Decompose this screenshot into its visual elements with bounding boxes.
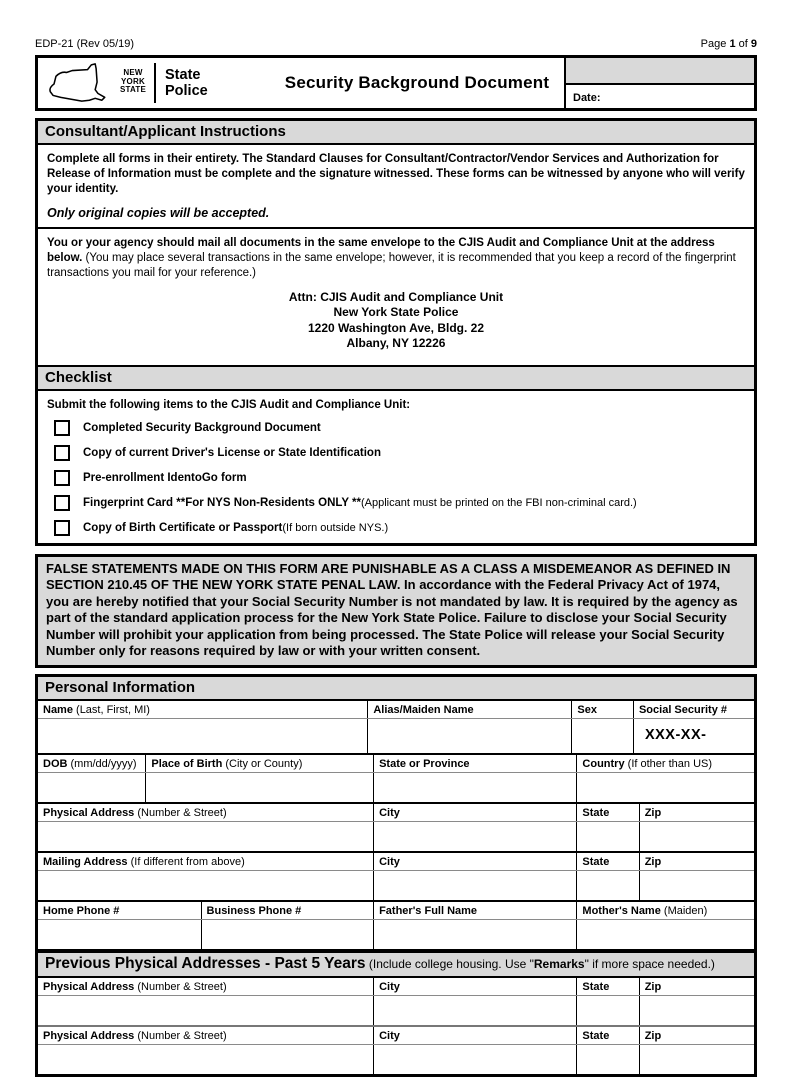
checklist-item-3: Pre-enrollment IdentoGo form — [47, 470, 745, 486]
father-name-input[interactable] — [373, 920, 576, 949]
prev-city-2-input[interactable] — [373, 1045, 576, 1074]
mailing-city-label: City — [373, 853, 576, 870]
instructions-section-title: Consultant/Applicant Instructions — [38, 121, 754, 145]
mailing-instructions — [38, 229, 754, 365]
sex-label: Sex — [571, 701, 633, 718]
mother-name-input[interactable] — [576, 920, 754, 949]
business-phone-label: Business Phone # — [201, 902, 374, 919]
checkbox-4[interactable] — [54, 495, 70, 511]
personal-information-section — [35, 674, 757, 1077]
prev-zip-1-input[interactable] — [639, 996, 754, 1025]
prev-zip-2-label: Zip — [639, 1027, 754, 1044]
prev-address-1-label: Physical Address (Number & Street) — [43, 981, 227, 994]
dob-label: DOB (mm/dd/yyyy) — [43, 758, 137, 771]
checkbox-2[interactable] — [54, 445, 70, 461]
name-input[interactable] — [38, 719, 367, 753]
previous-address-1-group — [38, 978, 754, 1027]
instructions-body — [38, 145, 754, 229]
mailing-state-label: State — [576, 853, 638, 870]
prev-address-2-input[interactable] — [38, 1045, 373, 1074]
phone-parents-row-group — [38, 902, 754, 951]
prev-state-1-label: State — [576, 978, 638, 995]
business-phone-input[interactable] — [201, 920, 374, 949]
document-header — [35, 55, 757, 111]
mother-name-label: Mother's Name (Maiden) — [576, 902, 754, 919]
checklist-item-4: Fingerprint Card **For NYS Non-Residents ONLY ** (Applicant must be printed on the FBI non-criminal card.) — [47, 495, 745, 511]
sex-input[interactable] — [571, 719, 633, 753]
ny-state-wordmark: NEW YORK STATE — [119, 68, 146, 95]
mailing-address-block: Attn: CJIS Audit and Compliance Unit New York State Police 1220 Washington Ave, Bldg. 22 Albany, NY 12226 — [288, 289, 504, 351]
prev-address-2-label: Physical Address (Number & Street) — [43, 1030, 227, 1043]
checklist-item-1: Completed Security Background Document — [47, 420, 745, 436]
false-statements-warning: FALSE STATEMENTS MADE ON THIS FORM ARE PUNISHABLE AS A CLASS A MISDEMEANOR AS DEFINED IN SECTION 210.45 OF THE NEW YORK STATE PENAL LAW. In accordance with the Federal Privacy Act of 1974, you are hereby notified that your Social Security Number is not mandated by law. It is required by the agency as part of the standard application process for the New York State Police. Failure to disclose your Social Security Number will prohibit your application from being processed. The State Police will release your Social Security Number only for reasons required by law or with your written consent. — [35, 554, 757, 668]
prev-state-2-label: State — [576, 1027, 638, 1044]
prev-city-2-label: City — [373, 1027, 576, 1044]
state-province-label: State or Province — [373, 755, 576, 772]
home-phone-input[interactable] — [38, 920, 201, 949]
logo-divider — [154, 63, 156, 103]
ny-state-outline-icon — [44, 60, 148, 106]
alias-input[interactable] — [367, 719, 571, 753]
birthplace-input[interactable] — [145, 773, 373, 802]
prev-state-2-input[interactable] — [576, 1045, 638, 1074]
alias-label: Alias/Maiden Name — [367, 701, 571, 718]
physical-zip-label: Zip — [639, 804, 754, 821]
ssn-input[interactable]: XXX-XX- — [633, 719, 754, 753]
mailing-city-input[interactable] — [373, 871, 576, 900]
mailing-state-input[interactable] — [576, 871, 638, 900]
physical-address-label: Physical Address (Number & Street) — [43, 807, 227, 820]
physical-state-input[interactable] — [576, 822, 638, 851]
personal-information-title: Personal Information — [38, 677, 754, 701]
date-box — [564, 58, 754, 108]
checkbox-5[interactable] — [54, 520, 70, 536]
physical-city-input[interactable] — [373, 822, 576, 851]
physical-address-row-group — [38, 804, 754, 853]
instructions-section — [35, 118, 757, 546]
mailing-address-input[interactable] — [38, 871, 373, 900]
home-phone-label: Home Phone # — [43, 905, 120, 918]
previous-addresses-title: Previous Physical Addresses - Past 5 Years — [45, 955, 366, 973]
prev-city-1-input[interactable] — [373, 996, 576, 1025]
form-number: EDP-21 (Rev 05/19) — [35, 38, 135, 50]
checklist-body — [38, 391, 754, 543]
mailing-zip-label: Zip — [639, 853, 754, 870]
dob-row-group — [38, 755, 754, 804]
nysp-logo — [38, 58, 270, 108]
page-meta-row — [35, 38, 757, 50]
checkbox-1[interactable] — [54, 420, 70, 436]
country-input[interactable] — [576, 773, 754, 802]
checkbox-3[interactable] — [54, 470, 70, 486]
date-label: Date: — [573, 92, 601, 104]
checklist-item-5: Copy of Birth Certificate or Passport (If born outside NYS.) — [47, 520, 745, 536]
prev-zip-2-input[interactable] — [639, 1045, 754, 1074]
previous-addresses-title-bar — [38, 951, 754, 978]
country-label: Country (If other than US) — [576, 755, 754, 772]
prev-state-1-input[interactable] — [576, 996, 638, 1025]
physical-state-label: State — [576, 804, 638, 821]
ssn-label: Social Security # — [633, 701, 754, 718]
original-copies-note: Only original copies will be accepted. — [47, 205, 270, 220]
mailing-zip-input[interactable] — [639, 871, 754, 900]
mailing-address-row-group — [38, 853, 754, 902]
date-shaded-cell — [566, 58, 754, 85]
instructions-paragraph: Complete all forms in their entirety. The Standard Clauses for Consultant/Contractor/Vendor Services and Authorization for Release of Information must be complete and the signature witnessed. These forms can be witnessed by anyone who will verify your identity. — [47, 153, 745, 195]
name-row-group — [38, 701, 754, 755]
previous-addresses-hint: (Include college housing. Use "Remarks" if more space needed.) — [365, 957, 715, 972]
checklist-item-2: Copy of current Driver's License or State Identification — [47, 445, 745, 461]
mailing-paragraph: You or your agency should mail all documents in the same envelope to the CJIS Audit and Compliance Unit at the address below. (You may place several transactions in the same envelope; however, it is recommended that you keep a record of the fingerprint transactions you mail for your reference.) — [47, 236, 736, 279]
prev-city-1-label: City — [373, 978, 576, 995]
checklist-intro: Submit the following items to the CJIS Audit and Compliance Unit: — [47, 399, 411, 411]
physical-city-label: City — [373, 804, 576, 821]
state-province-input[interactable] — [373, 773, 576, 802]
state-police-wordmark: State Police — [165, 66, 208, 99]
father-name-label: Father's Full Name — [373, 902, 576, 919]
mailing-address-label: Mailing Address (If different from above) — [43, 856, 245, 869]
previous-address-2-group — [38, 1027, 754, 1074]
page-indicator: Page 1 of 9 — [700, 38, 757, 50]
physical-zip-input[interactable] — [639, 822, 754, 851]
checklist-section-title: Checklist — [38, 365, 754, 391]
name-label: Name (Last, First, MI) — [43, 704, 150, 717]
date-input[interactable] — [566, 85, 754, 108]
physical-address-input[interactable] — [38, 822, 373, 851]
prev-address-1-input[interactable] — [38, 996, 373, 1025]
birthplace-label: Place of Birth (City or County) — [145, 755, 373, 772]
document-title: Security Background Document — [284, 73, 550, 92]
dob-input[interactable] — [38, 773, 145, 802]
prev-zip-1-label: Zip — [639, 978, 754, 995]
